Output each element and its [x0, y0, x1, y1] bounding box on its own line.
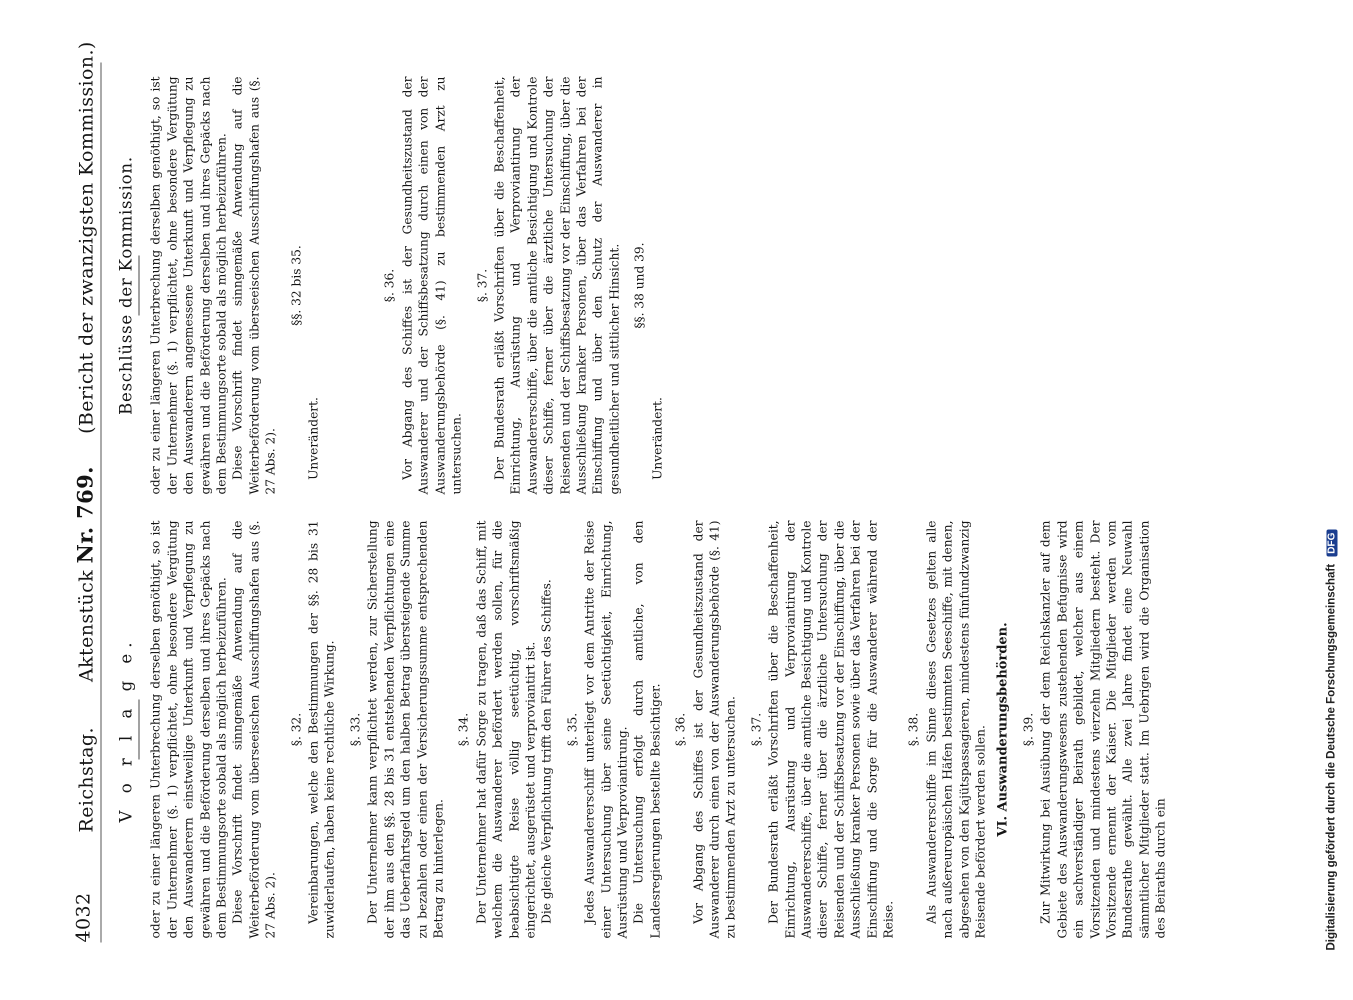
- section-number: §. 34.: [456, 712, 471, 746]
- paragraph: Der Bundesrath erläßt Vorschriften über die Beschaffenheit, Einrichtung, Ausrüstung und Verproviantirung der Auswandererschiffe, über die amtliche Besichtigung und Kontrole dieser Schiffe, ferner über die ärztliche Untersuchung der Reisenden und der Schiffsbesatzung vor der Einschiffung, über die Ausschließung kranker Personen, über das Verfahren bei der Einschiffung und über den Schutz der Auswanderer in gesundheitlicher und sittlicher Hinsicht.: [491, 76, 621, 494]
- doc-label: Aktenstück: [75, 569, 97, 682]
- unchanged-note: Unverändert.: [649, 396, 664, 480]
- paragraph: Die Untersuchung erfolgt durch amtliche, von den Landesregierungen bestellte Besichtiger.: [631, 520, 662, 938]
- paragraph: Vor Abgang des Schiffes ist der Gesundheitszustand der Auswanderer durch einen von der Auswanderungsbehörde (§. 41) zu bestimmenden Arzt zu untersuchen.: [690, 520, 738, 938]
- paragraph: Diese Vorschrift findet sinngemäße Anwendung auf die Weiterbeförderung vom überseeischen Ausschiffungshafen aus (§. 27 Abs. 2).: [230, 520, 278, 938]
- digitization-note: [1325, 50, 1337, 950]
- section-number: §. 39.: [1020, 712, 1035, 746]
- section-number: §. 38.: [906, 712, 921, 746]
- section-number: §. 36.: [673, 712, 688, 746]
- chapter-heading: VI. Auswanderungsbehörden.: [994, 621, 1010, 837]
- footer-text: Digitalisierung gefördert durch die Deutsche Forschungsgemeinschaft: [1325, 563, 1337, 950]
- paragraph: oder zu einer längeren Unterbrechung derselben genöthigt, so ist der Unternehmer (§. 1) verpflichtet, ohne besondere Vergütung den Auswanderern einstweilige Unterkunft und Verpflegung zu gewähren und die Beförderung derselben und ihres Gepäcks nach dem Bestimmungsorte sobald als möglich herbeizuführen.: [148, 520, 229, 938]
- column-vorlage: [112, 520, 1169, 938]
- section-number: §. 36.: [382, 268, 397, 302]
- paragraph: Als Auswandererschiffe im Sinne dieses Gesetzes gelten alle nach außereuropäischen Häfen bestimmten Seeschiffe, mit denen, abgesehen von den Kajütspassagieren, mindestens fünfundzwanzig Reisende befördert werden sollen.: [923, 520, 988, 938]
- paragraph: Der Bundesrath erläßt Vorschriften über die Beschaffenheit, Einrichtung, Ausrüstung und Verproviantirung der Auswandererschiffe, über die amtliche Besichtigung und Kontrole dieser Schiffe, ferner über die ärztliche Untersuchung der Reisenden und der Schiffsbesatzung vor der Einschiffung, über die Ausschließung kranker Personen sowie über das Verfahren bei der Einschiffung und die Sorge für die Auswanderer während der Reise.: [766, 520, 896, 938]
- paragraph: Der Unternehmer hat dafür Sorge zu tragen, daß das Schiff, mit welchem die Auswanderer befördert werden sollen, für die beabsichtigte Reise völlig seetüchtig, vorschriftsmäßig eingerichtet, ausgerüstet und verproviantirt ist.: [473, 520, 537, 938]
- column-title-vorlage: V o r l a g e.: [116, 636, 135, 822]
- section-number: §. 37.: [474, 268, 489, 302]
- section-number: §. 35.: [564, 712, 579, 746]
- header-title: [72, 41, 97, 832]
- paragraph: Vereinbarungen, welche den Bestimmungen der §§. 28 bis 31 zuwiderlaufen, haben keine rechtliche Wirkung.: [306, 520, 337, 938]
- section-number: §§. 32 bis 35.: [288, 244, 303, 326]
- paragraph: Vor Abgang des Schiffes ist der Gesundheitszustand der Auswanderer und der Schiffsbesatzung durch einen von der Auswanderungsbehörde (§. 41) zu bestimmenden Arzt zu untersuchen.: [399, 76, 464, 494]
- paragraph: Der Unternehmer kann verpflichtet werden, zur Sicherstellung der ihm aus den §§. 28 bis 31 entstehenden Verpflichtungen eine das Ueberfahrtsgeld um den halben Betrag übersteigende Summe zu bezahlen oder einen der Versicherungssumme entsprechenden Betrag zu hinterlegen.: [365, 520, 445, 938]
- section-number: §. 32.: [288, 712, 303, 746]
- publisher: Reichstag.: [75, 726, 97, 832]
- title-rule: [138, 699, 139, 759]
- column-title-beschluesse: Beschlüsse der Kommission.: [116, 155, 135, 415]
- header-rule: [100, 62, 101, 942]
- section-number: §§. 38 und 39.: [632, 241, 647, 329]
- section-number: §. 33.: [347, 712, 362, 746]
- title-rule: [138, 255, 139, 315]
- paragraph: Diese Vorschrift findet sinngemäße Anwendung auf die Weiterbeförderung vom überseeischen Ausschiffungshafen aus (§. 27 Abs. 2).: [230, 76, 278, 494]
- paragraph: Jedes Auswandererschiff unterliegt vor dem Antritte der Reise einer Untersuchung über seine Seetüchtigkeit, Einrichtung, Ausrüstung und Verproviantirung.: [582, 520, 629, 938]
- paragraph: oder zu einer längeren Unterbrechung derselben genöthigt, so ist der Unternehmer (§. 1) verpflichtet, ohne besondere Vergütung den Auswanderern angemessene Unterkunft und Verpflegung zu gewähren und die Beförderung derselben und ihres Gepäcks nach dem Bestimmungsorte sobald als möglich herbeizuführen.: [148, 76, 229, 494]
- page-number: 4032: [72, 892, 94, 942]
- column-beschluesse: [112, 76, 665, 494]
- paragraph: Zur Mitwirkung bei Ausübung der dem Reichskanzler auf dem Gebiete des Auswanderungswesens zustehenden Befugnisse wird ein sachverständiger Beirath gebildet, welcher aus einem Vorsitzenden und mindestens vierzehn Mitgliedern besteht. Der Vorsitzende ernennt der Kaiser. Die Mitglieder werden vom Bundesrathe gewählt. Alle zwei Jahre findet eine Neuwahl sämmtlicher Mitglieder statt. Im Uebrigen wird die Organisation des Beiraths durch ein: [1038, 520, 1168, 938]
- section-number: §. 37.: [748, 712, 763, 746]
- paragraph: Die gleiche Verpflichtung trifft den Führer des Schiffes.: [539, 578, 554, 924]
- unchanged-note: Unverändert.: [306, 396, 321, 480]
- dfg-logo: DFG: [1326, 529, 1337, 556]
- header-note: (Bericht der zwanzigsten Kommission.): [75, 40, 97, 434]
- doc-number: Nr. 769.: [72, 465, 97, 563]
